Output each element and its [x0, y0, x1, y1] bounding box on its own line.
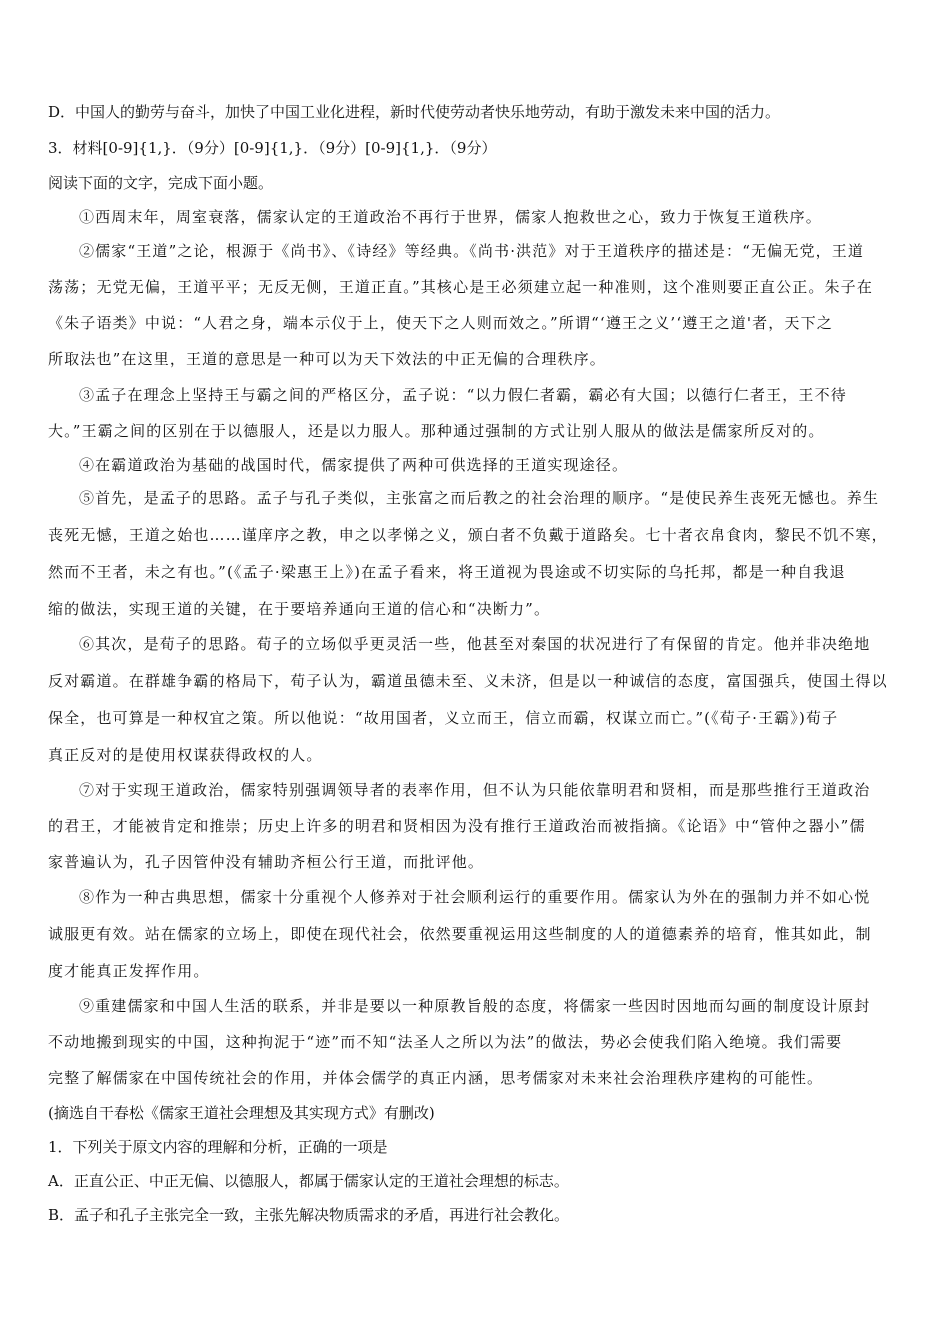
paragraph-6-line-3: 保全，也可算是一种权宜之策。所以他说：“故用国者，义立而王，信立而霸，权谋立而亡。”(《荀子·王霸》)荀子	[48, 709, 839, 727]
question-3-score-line: 3．材料[0-9]{1,}．（9分）[0-9]{1,}．（9分）[0-9]{1,}．（9分）	[48, 139, 497, 157]
paragraph-9-line-3: 完整了解儒家在中国传统社会的作用，并体会儒学的真正内涵，思考儒家对未来社会治理秩序建构的可能性。	[48, 1069, 824, 1087]
paragraph-2-line-4: 所取法也”在这里，王道的意思是一种可以为天下效法的中正无偏的合理秩序。	[48, 350, 606, 368]
paragraph-2-line-3: 《朱子语类》中说：“人君之身，端本示仪于上，使天下之人则而效之。”所谓“‘遵王之义’‘遵王之道'者，天下之	[48, 314, 833, 332]
paragraph-5-line-4: 缩的做法，实现王道的关键，在于要培养通向王道的信心和“决断力”。	[48, 600, 551, 618]
paragraph-6-line-1: ⑥其次，是荀子的思路。荀子的立场似乎更灵活一些，他甚至对秦国的状况进行了有保留的肯定。他并非决绝地	[79, 635, 871, 653]
paragraph-5-line-2: 丧死无憾，王道之始也……谨庠序之教，申之以孝悌之义，颁白者不负戴于道路矣。七十者衣帛食肉，黎民不饥不寒，	[48, 526, 888, 544]
paragraph-7-line-3: 家普遍认为，孔子因管仲没有辅助齐桓公行王道，而批评他。	[48, 853, 485, 871]
paragraph-4: ④在霸道政治为基础的战国时代，儒家提供了两种可供选择的王道实现途径。	[79, 456, 629, 474]
paragraph-8-line-1: ⑧作为一种古典思想，儒家十分重视个人修养对于社会顺利运行的重要作用。儒家认为外在的强制力并不如心悦	[79, 888, 871, 906]
paragraph-9-line-2: 不动地搬到现实的中国，这种拘泥于“迹”而不知“法圣人之所以为法”的做法，势必会使我们陷入绝境。我们需要	[48, 1033, 843, 1051]
paragraph-7-line-2: 的君王，才能被肯定和推崇；历史上许多的明君和贤相因为没有推行王道政治而被指摘。《论语》中“管仲之器小”儒	[48, 817, 866, 835]
paragraph-8-line-3: 度才能真正发挥作用。	[48, 962, 210, 980]
paragraph-3-line-2: 大。”王霸之间的区别在于以德服人，还是以力服人。那种通过强制的方式让别人服从的做法是儒家所反对的。	[48, 422, 825, 440]
option-d-text: D．中国人的勤劳与奋斗，加快了中国工业化进程，新时代使劳动者快乐地劳动，有助于激发未来中国的活力。	[48, 103, 781, 121]
paragraph-2-line-2: 荡荡；无党无偏，王道平平；无反无侧，王道正直。”其核心是王必须建立起一种准则，这个准则要正直公正。朱子在	[48, 278, 873, 296]
paragraph-5-line-3: 然而不王者，未之有也。”(《孟子·梁惠王上》)在孟子看来，将王道视为畏途或不切实际的乌托邦，都是一种自我退	[48, 563, 846, 581]
question-1-stem: 1．下列关于原文内容的理解和分析，正确的一项是	[48, 1138, 388, 1156]
paragraph-6-line-2: 反对霸道。在群雄争霸的格局下，荀子认为，霸道虽德未至、义未济，但是以一种诚信的态度，富国强兵，使国土得以	[48, 672, 888, 690]
option-b-text: B．孟子和孔子主张完全一致，主张先解决物质需求的矛盾，再进行社会教化。	[48, 1206, 570, 1224]
paragraph-6-line-4: 真正反对的是使用权谋获得政权的人。	[48, 746, 323, 764]
paragraph-7-line-1: ⑦对于实现王道政治，儒家特别强调领导者的表率作用，但不认为只能依靠明君和贤相，而是那些推行王道政治	[79, 781, 871, 799]
paragraph-1: ①西周末年，周室衰落，儒家认定的王道政治不再行于世界，儒家人抱救世之心，致力于恢复王道秩序。	[79, 208, 822, 226]
paragraph-8-line-2: 诚服更有效。站在儒家的立场上，即使在现代社会，依然要重视运用这些制度的人的道德素养的培育，惟其如此，制	[48, 925, 872, 943]
option-a-text: A．正直公正、中正无偏、以德服人，都属于儒家认定的王道社会理想的标志。	[48, 1172, 569, 1190]
paragraph-5-line-1: ⑤首先，是孟子的思路。孟子与孔子类似，主张富之而后教之的社会治理的顺序。“是使民养生丧死无憾也。养生	[79, 489, 880, 507]
source-citation: (摘选自干春松《儒家王道社会理想及其实现方式》有删改)	[48, 1104, 435, 1122]
paragraph-9-line-1: ⑨重建儒家和中国人生活的联系，并非是要以一种原教旨般的态度，将儒家一些因时因地而勾画的制度设计原封	[79, 997, 871, 1015]
paragraph-2-line-1: ②儒家“王道”之论，根源于《尚书》、《诗经》等经典。《尚书·洪范》对于王道秩序的描述是：“无偏无党，王道	[79, 242, 865, 260]
reading-instruction: 阅读下面的文字，完成下面小题。	[48, 174, 274, 192]
paragraph-3-line-1: ③孟子在理念上坚持王与霸之间的严格区分，孟子说：“以力假仁者霸，霸必有大国；以德行仁者王，王不待	[79, 386, 847, 404]
